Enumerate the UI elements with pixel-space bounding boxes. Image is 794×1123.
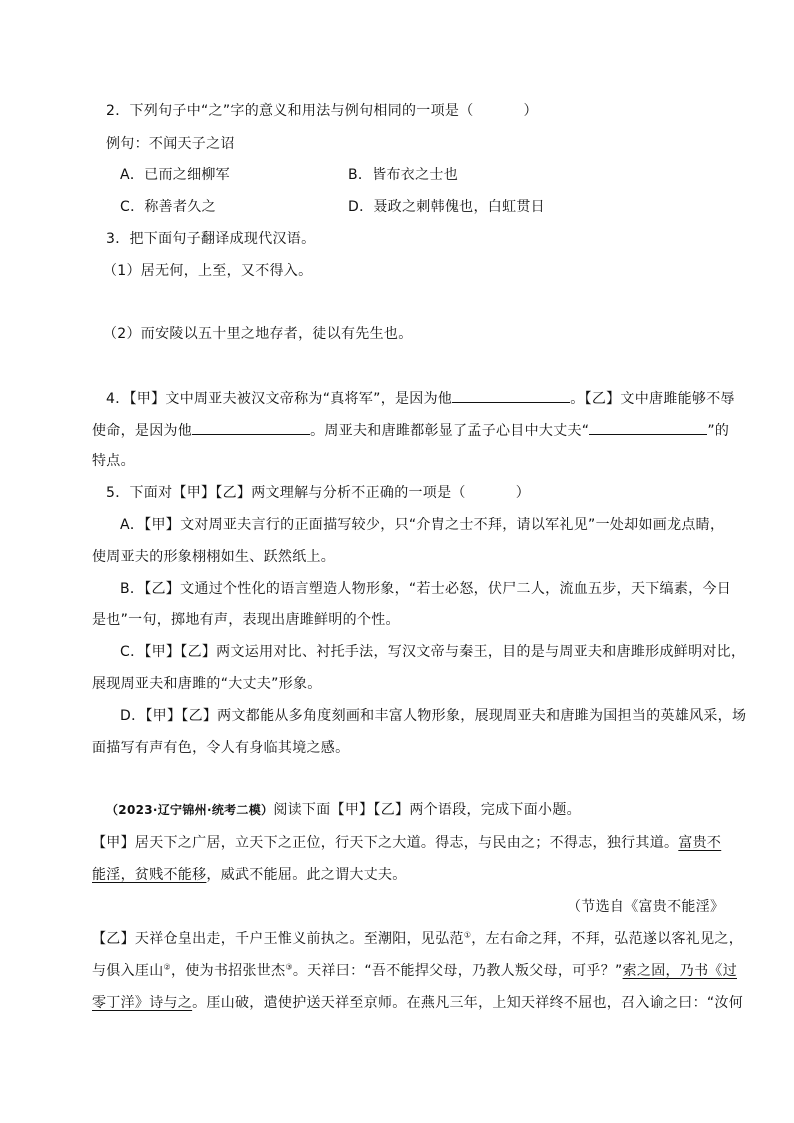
yi-line-3 — [92, 993, 743, 1013]
section-intro-text: 阅读下面【甲】【乙】两个语段，完成下面小题。 — [273, 802, 581, 818]
jia-source: （节选自《富贵不能淫》 — [567, 899, 725, 915]
q4-line-1 — [106, 387, 735, 409]
q4-text-2a: 使命，是因为他 — [92, 423, 193, 439]
jia-underlined-1: 富贵不 — [678, 835, 722, 851]
q4-text-2b: 。周亚夫和唐雎都彰显了孟子心目中大丈夫“ — [310, 423, 590, 439]
answer-blank[interactable] — [452, 387, 570, 403]
source-tag: （2023·辽宁锦州·统考二模） — [106, 803, 274, 817]
yi-underlined-3: 零丁洋》诗与之 — [92, 995, 193, 1011]
jia-underlined-2: 能淫，贫贱不能移 — [92, 867, 207, 883]
q2-option-b: B．皆布衣之士也 — [348, 167, 459, 183]
q4-text-1b: 。【乙】文中唐雎能够不辱 — [570, 391, 735, 407]
q5-option-d-line1: D．【甲】【乙】两文都能从多角度刻画和丰富人物形象，展现周亚夫和唐雎为国担当的英雄风采，场 — [120, 708, 747, 724]
q4-line-3: 特点。 — [92, 453, 135, 469]
yi-line-2 — [92, 961, 737, 981]
q4-line-2 — [92, 419, 729, 441]
yi-line-1 — [92, 929, 743, 949]
q5-stem-text: 5．下面对【甲】【乙】两文理解与分析不正确的一项是（ — [106, 485, 466, 501]
q3-sentence-2: （2）而安陵以五十里之地存者，徒以有先生也。 — [103, 326, 413, 342]
footnote-marker: ② — [163, 962, 171, 972]
q5-option-c-line2: 展现周亚夫和唐雎的“大丈夫”形象。 — [92, 676, 322, 692]
yi-text-2a: 与俱入厓山 — [92, 963, 164, 979]
q2-example: 例句：不闻天子之诏 — [106, 136, 235, 152]
jia-line-2 — [92, 865, 407, 885]
yi-text-1b: ，左右命之拜，不拜，弘范遂以客礼见之， — [471, 931, 743, 947]
q3-stem: 3．把下面句子翻译成现代汉语。 — [106, 231, 316, 247]
footnote-marker: ③ — [285, 962, 293, 972]
q2-option-c: C．称善者久之 — [120, 199, 216, 215]
footnote-marker: ① — [463, 930, 472, 940]
yi-text-2b: ，使为书招张世杰 — [170, 963, 286, 979]
yi-underlined-2: 索之固，乃书《过 — [622, 963, 737, 979]
answer-blank[interactable] — [589, 419, 707, 435]
q4-text-2c: ”的 — [707, 423, 730, 439]
q4-text-1a: 4．【甲】文中周亚夫被汉文帝称为“真将军”，是因为他 — [106, 391, 453, 407]
q3-sentence-1: （1）居无何，上至，又不得入。 — [103, 263, 313, 279]
q2-option-d: D．聂政之刺韩傀也，白虹贯日 — [348, 199, 545, 215]
q5-option-a-line1: A．【甲】文对周亚夫言行的正面描写较少，只“介胄之士不拜，请以军礼见”一处却如画龙点睛， — [120, 517, 725, 533]
jia-line-1 — [92, 833, 721, 853]
yi-text-2c: 。天祥曰：“吾不能捍父母，乃教人叛父母，可乎？” — [292, 963, 623, 979]
answer-blank[interactable] — [192, 419, 310, 435]
jia-text-1a: 【甲】居天下之广居，立天下之正位，行天下之大道。得志，与民由之；不得志，独行其道。 — [92, 835, 679, 851]
yi-text-1a: 【乙】天祥仓皇出走，千户王惟义前执之。至潮阳，见弘范 — [92, 931, 464, 947]
q5-option-a-line2: 使周亚夫的形象栩栩如生、跃然纸上。 — [92, 549, 336, 565]
section-intro — [106, 800, 581, 820]
q5-option-d-line2: 面描写有声有色，令人有身临其境之感。 — [92, 740, 350, 756]
q2-stem-close: ） — [523, 103, 538, 119]
q5-stem-close: ） — [515, 485, 531, 501]
q2-option-a: A．已而之细柳军 — [120, 167, 230, 183]
yi-text-3b: 。厓山破，遣使护送天祥至京师。在燕凡三年，上知天祥终不屈也，召入谕之曰：“汝何 — [192, 995, 744, 1011]
q5-stem — [106, 483, 530, 503]
q2-stem — [106, 101, 538, 121]
q5-option-b-line1: B．【乙】文通过个性化的语言塑造人物形象，“若士必怒，伏尸二人，流血五步，天下缟素，今日 — [120, 581, 732, 597]
q5-option-b-line2: 是也”一句，掷地有声，表现出唐雎鲜明的个性。 — [92, 612, 400, 628]
jia-text-2b: ，威武不能屈。此之谓大丈夫。 — [206, 867, 407, 883]
q2-stem-text: 2．下列句子中“之”字的意义和用法与例句相同的一项是（ — [106, 103, 474, 119]
q5-option-c-line1: C．【甲】【乙】两文运用对比、衬托手法，写汉文帝与秦王，目的是与周亚夫和唐雎形成鲜明对比， — [120, 644, 746, 660]
